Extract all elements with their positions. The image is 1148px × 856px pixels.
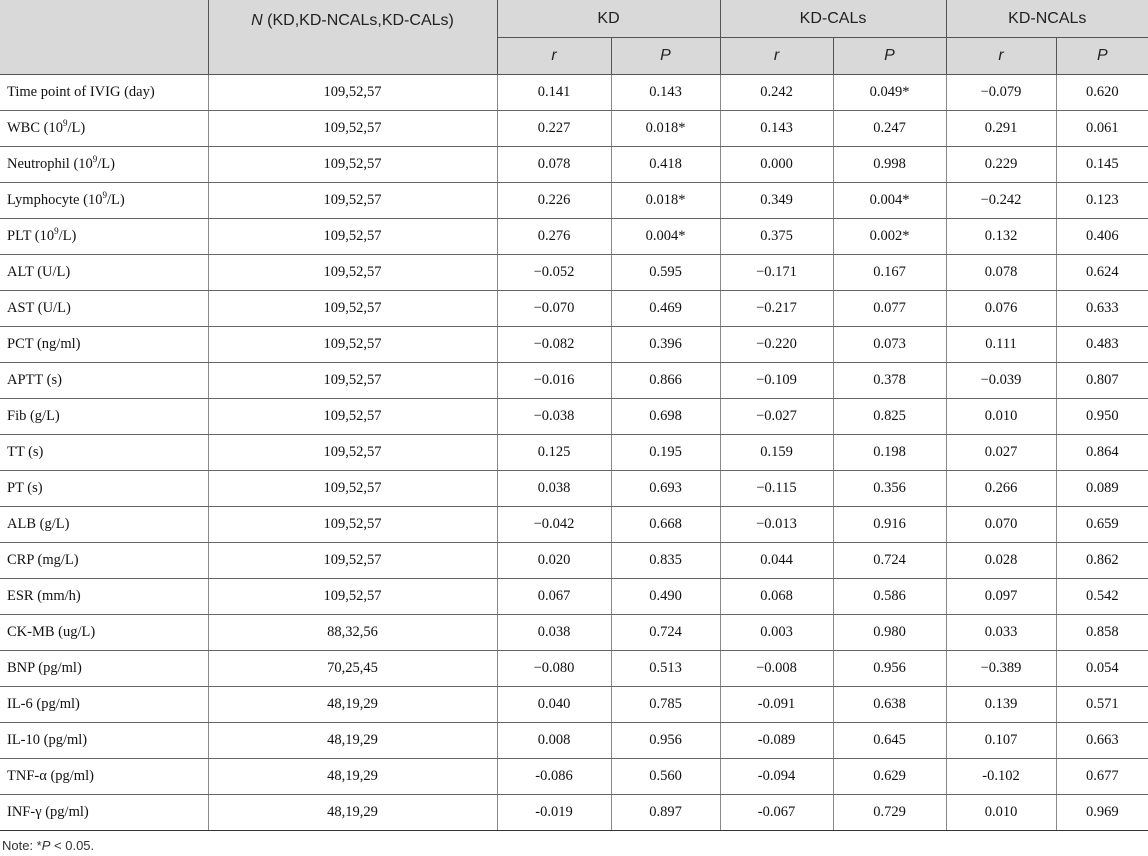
variable-label: APTT (s) [7, 372, 62, 388]
kd-cals-r-cell: 0.349 [720, 183, 833, 219]
kd-cals-r-cell: 0.003 [720, 615, 833, 651]
variable-label: IL-6 (pg/ml) [7, 696, 80, 712]
kd-ncals-r-cell: 0.070 [946, 507, 1056, 543]
kd-cals-r-cell: −0.171 [720, 255, 833, 291]
kd-cals-p-cell: 0.247 [833, 111, 946, 147]
kd-ncals-p-cell: 0.483 [1056, 327, 1148, 363]
kd-r-cell: 0.125 [497, 435, 611, 471]
variable-label: Lymphocyte (10 [7, 192, 103, 208]
kd-cals-p-cell: 0.724 [833, 543, 946, 579]
variable-label: Fib (g/L) [7, 408, 60, 424]
kd-cals-p-cell: 0.638 [833, 687, 946, 723]
variable-cell [0, 111, 208, 147]
note-suffix: < 0.05. [50, 838, 95, 853]
kd-cals-p-cell: 0.645 [833, 723, 946, 759]
kd-ncals-p-cell: 0.123 [1056, 183, 1148, 219]
kd-p-cell: 0.195 [611, 435, 720, 471]
kd-cals-p-cell: 0.004* [833, 183, 946, 219]
n-cell: 109,52,57 [208, 507, 497, 543]
kd-cals-r-cell: −0.217 [720, 291, 833, 327]
n-cell: 109,52,57 [208, 183, 497, 219]
variable-label: CRP (mg/L) [7, 552, 79, 568]
variable-label: AST (U/L) [7, 300, 71, 316]
kd-ncals-p-cell: 0.571 [1056, 687, 1148, 723]
kd-p-cell: 0.469 [611, 291, 720, 327]
variable-cell [0, 399, 208, 435]
variable-cell [0, 651, 208, 687]
kd-ncals-r-cell: 0.033 [946, 615, 1056, 651]
kd-ncals-p-cell: 0.406 [1056, 219, 1148, 255]
variable-cell [0, 471, 208, 507]
kd-r-cell: 0.067 [497, 579, 611, 615]
kd-ncals-p-cell: 0.145 [1056, 147, 1148, 183]
kd-ncals-r-cell: 0.010 [946, 399, 1056, 435]
kd-r-cell: 0.227 [497, 111, 611, 147]
kd-ncals-r-header: r [946, 38, 1056, 75]
kd-r-cell: 0.038 [497, 471, 611, 507]
group-header-kd: KD [497, 0, 720, 38]
kd-cals-r-cell: -0.091 [720, 687, 833, 723]
kd-r-cell: -0.086 [497, 759, 611, 795]
table-row [0, 183, 1148, 219]
kd-cals-r-cell: −0.220 [720, 327, 833, 363]
variable-cell [0, 291, 208, 327]
kd-cals-r-cell: −0.013 [720, 507, 833, 543]
kd-ncals-r-cell: 0.078 [946, 255, 1056, 291]
n-cell: 109,52,57 [208, 75, 497, 111]
kd-p-cell: 0.560 [611, 759, 720, 795]
kd-p-cell: 0.396 [611, 327, 720, 363]
n-cell: 109,52,57 [208, 111, 497, 147]
kd-r-cell: 0.276 [497, 219, 611, 255]
kd-p-header: P [611, 38, 720, 75]
n-cell: 109,52,57 [208, 579, 497, 615]
group-header-kd-ncals: KD-NCALs [946, 0, 1148, 38]
variable-cell [0, 795, 208, 831]
variable-cell [0, 75, 208, 111]
variable-label: BNP (pg/ml) [7, 660, 82, 676]
kd-cals-r-cell: 0.159 [720, 435, 833, 471]
variable-label: PT (s) [7, 480, 43, 496]
kd-ncals-p-cell: 0.624 [1056, 255, 1148, 291]
kd-ncals-r-cell: −0.039 [946, 363, 1056, 399]
kd-r-cell: 0.020 [497, 543, 611, 579]
kd-ncals-r-cell: 0.132 [946, 219, 1056, 255]
kd-ncals-p-cell: 0.089 [1056, 471, 1148, 507]
kd-p-cell: 0.724 [611, 615, 720, 651]
n-cell: 109,52,57 [208, 435, 497, 471]
kd-p-cell: 0.693 [611, 471, 720, 507]
kd-ncals-r-cell: 0.291 [946, 111, 1056, 147]
kd-p-cell: 0.956 [611, 723, 720, 759]
n-cell: 48,19,29 [208, 759, 497, 795]
variable-label: PCT (ng/ml) [7, 336, 81, 352]
kd-p-cell: 0.490 [611, 579, 720, 615]
variable-cell [0, 543, 208, 579]
kd-ncals-r-cell: −0.242 [946, 183, 1056, 219]
n-cell: 109,52,57 [208, 147, 497, 183]
n-cell: 109,52,57 [208, 255, 497, 291]
n-header-italic: N [251, 12, 263, 29]
n-cell: 109,52,57 [208, 543, 497, 579]
kd-p-cell: 0.897 [611, 795, 720, 831]
variable-unit-suffix: /L) [58, 228, 77, 244]
kd-cals-p-cell: 0.073 [833, 327, 946, 363]
variable-unit-exponent: 9 [62, 118, 68, 129]
table-row [0, 579, 1148, 615]
variable-label: INF-γ (pg/ml) [7, 804, 89, 820]
n-cell: 109,52,57 [208, 399, 497, 435]
variable-label: TNF-α (pg/ml) [7, 768, 94, 784]
variable-cell [0, 507, 208, 543]
kd-cals-r-cell: 0.000 [720, 147, 833, 183]
kd-ncals-p-cell: 0.807 [1056, 363, 1148, 399]
n-cell: 70,25,45 [208, 651, 497, 687]
kd-cals-p-cell: 0.167 [833, 255, 946, 291]
variable-label: CK-MB (ug/L) [7, 624, 96, 640]
variable-label: WBC (10 [7, 120, 63, 136]
kd-ncals-r-cell: 0.010 [946, 795, 1056, 831]
table-row [0, 435, 1148, 471]
kd-p-cell: 0.668 [611, 507, 720, 543]
variable-cell [0, 255, 208, 291]
kd-cals-r-cell: 0.068 [720, 579, 833, 615]
table-row [0, 687, 1148, 723]
variable-cell [0, 183, 208, 219]
kd-cals-p-cell: 0.049* [833, 75, 946, 111]
kd-ncals-p-cell: 0.950 [1056, 399, 1148, 435]
table-row [0, 759, 1148, 795]
n-cell: 48,19,29 [208, 687, 497, 723]
kd-r-cell: −0.016 [497, 363, 611, 399]
table-row [0, 255, 1148, 291]
variable-unit-suffix: /L) [106, 192, 125, 208]
kd-cals-p-cell: 0.956 [833, 651, 946, 687]
variable-cell [0, 759, 208, 795]
kd-r-cell: 0.008 [497, 723, 611, 759]
kd-cals-p-cell: 0.729 [833, 795, 946, 831]
kd-cals-r-cell: −0.027 [720, 399, 833, 435]
kd-p-cell: 0.018* [611, 111, 720, 147]
table-row [0, 291, 1148, 327]
variable-cell [0, 579, 208, 615]
variable-unit-exponent: 9 [102, 190, 107, 201]
n-cell: 109,52,57 [208, 327, 497, 363]
table-body [0, 75, 1148, 831]
kd-cals-p-cell: 0.629 [833, 759, 946, 795]
n-cell: 48,19,29 [208, 795, 497, 831]
kd-cals-p-cell: 0.916 [833, 507, 946, 543]
kd-cals-r-cell: −0.115 [720, 471, 833, 507]
kd-ncals-p-cell: 0.969 [1056, 795, 1148, 831]
kd-ncals-p-cell: 0.659 [1056, 507, 1148, 543]
kd-r-cell: 0.141 [497, 75, 611, 111]
kd-cals-p-cell: 0.980 [833, 615, 946, 651]
variable-unit-exponent: 9 [54, 226, 59, 237]
kd-r-cell: −0.052 [497, 255, 611, 291]
kd-ncals-p-header: P [1056, 38, 1148, 75]
kd-cals-r-cell: 0.143 [720, 111, 833, 147]
variable-label: ALB (g/L) [7, 516, 70, 532]
variable-label: ESR (mm/h) [7, 588, 81, 604]
kd-ncals-r-cell: 0.076 [946, 291, 1056, 327]
table-header [0, 0, 1148, 75]
n-cell: 109,52,57 [208, 219, 497, 255]
kd-ncals-r-cell: 0.028 [946, 543, 1056, 579]
kd-ncals-p-cell: 0.862 [1056, 543, 1148, 579]
kd-ncals-r-cell: −0.389 [946, 651, 1056, 687]
kd-cals-p-cell: 0.356 [833, 471, 946, 507]
kd-cals-p-cell: 0.586 [833, 579, 946, 615]
kd-cals-r-cell: 0.375 [720, 219, 833, 255]
kd-p-cell: 0.004* [611, 219, 720, 255]
note-prefix: Note: * [2, 838, 42, 853]
kd-ncals-p-cell: 0.663 [1056, 723, 1148, 759]
variable-label: TT (s) [7, 444, 44, 460]
kd-r-cell: 0.226 [497, 183, 611, 219]
variable-unit-suffix: /L) [97, 156, 115, 172]
n-header [208, 0, 497, 75]
kd-ncals-r-cell: 0.111 [946, 327, 1056, 363]
kd-r-cell: −0.082 [497, 327, 611, 363]
kd-cals-r-cell: −0.109 [720, 363, 833, 399]
n-cell: 109,52,57 [208, 363, 497, 399]
kd-ncals-r-cell: -0.102 [946, 759, 1056, 795]
kd-ncals-r-cell: 0.229 [946, 147, 1056, 183]
kd-cals-r-header: r [720, 38, 833, 75]
table-row [0, 111, 1148, 147]
kd-r-cell: 0.040 [497, 687, 611, 723]
kd-p-cell: 0.018* [611, 183, 720, 219]
table-row [0, 327, 1148, 363]
variable-header-cell [0, 0, 208, 75]
kd-p-cell: 0.866 [611, 363, 720, 399]
table-row [0, 723, 1148, 759]
variable-unit-suffix: /L) [67, 120, 86, 136]
kd-ncals-r-cell: 0.139 [946, 687, 1056, 723]
variable-cell [0, 147, 208, 183]
variable-cell [0, 687, 208, 723]
kd-ncals-p-cell: 0.061 [1056, 111, 1148, 147]
note-p: P [41, 838, 51, 853]
kd-cals-r-cell: 0.242 [720, 75, 833, 111]
kd-p-cell: 0.513 [611, 651, 720, 687]
variable-label: IL-10 (pg/ml) [7, 732, 88, 748]
kd-r-cell: −0.042 [497, 507, 611, 543]
kd-p-cell: 0.785 [611, 687, 720, 723]
table-row [0, 363, 1148, 399]
kd-cals-p-cell: 0.077 [833, 291, 946, 327]
variable-cell [0, 615, 208, 651]
n-cell: 48,19,29 [208, 723, 497, 759]
kd-p-cell: 0.143 [611, 75, 720, 111]
kd-cals-p-cell: 0.198 [833, 435, 946, 471]
kd-r-cell: 0.078 [497, 147, 611, 183]
kd-p-cell: 0.698 [611, 399, 720, 435]
kd-ncals-p-cell: 0.633 [1056, 291, 1148, 327]
table-row [0, 147, 1148, 183]
kd-cals-r-cell: -0.094 [720, 759, 833, 795]
kd-cals-p-cell: 0.825 [833, 399, 946, 435]
kd-ncals-r-cell: 0.107 [946, 723, 1056, 759]
variable-label: Time point of IVIG (day) [7, 84, 155, 100]
variable-label: PLT (10 [7, 228, 55, 244]
kd-ncals-p-cell: 0.542 [1056, 579, 1148, 615]
variable-cell [0, 219, 208, 255]
table-note [2, 838, 94, 853]
kd-ncals-p-cell: 0.677 [1056, 759, 1148, 795]
kd-r-cell: −0.038 [497, 399, 611, 435]
table-row [0, 651, 1148, 687]
kd-ncals-r-cell: −0.079 [946, 75, 1056, 111]
kd-p-cell: 0.835 [611, 543, 720, 579]
n-cell: 109,52,57 [208, 291, 497, 327]
kd-ncals-r-cell: 0.027 [946, 435, 1056, 471]
n-header-text: (KD,KD-NCALs,KD-CALs) [262, 12, 454, 29]
kd-ncals-p-cell: 0.054 [1056, 651, 1148, 687]
variable-cell [0, 327, 208, 363]
kd-cals-r-cell: -0.067 [720, 795, 833, 831]
variable-unit-exponent: 9 [92, 154, 98, 165]
table-row [0, 543, 1148, 579]
kd-ncals-p-cell: 0.858 [1056, 615, 1148, 651]
table-row [0, 507, 1148, 543]
table-row [0, 219, 1148, 255]
kd-r-cell: −0.070 [497, 291, 611, 327]
kd-ncals-p-cell: 0.620 [1056, 75, 1148, 111]
variable-label: ALT (U/L) [7, 264, 71, 280]
kd-ncals-r-cell: 0.097 [946, 579, 1056, 615]
kd-r-cell: −0.080 [497, 651, 611, 687]
table-row [0, 75, 1148, 111]
table-row [0, 795, 1148, 831]
variable-label: Neutrophil (10 [7, 156, 93, 172]
n-cell: 88,32,56 [208, 615, 497, 651]
table-row [0, 399, 1148, 435]
kd-ncals-r-cell: 0.266 [946, 471, 1056, 507]
kd-p-cell: 0.595 [611, 255, 720, 291]
n-cell: 109,52,57 [208, 471, 497, 507]
kd-r-cell: 0.038 [497, 615, 611, 651]
kd-r-cell: -0.019 [497, 795, 611, 831]
kd-cals-r-cell: −0.008 [720, 651, 833, 687]
table-row [0, 471, 1148, 507]
kd-cals-p-cell: 0.002* [833, 219, 946, 255]
kd-r-header: r [497, 38, 611, 75]
kd-cals-p-header: P [833, 38, 946, 75]
variable-cell [0, 723, 208, 759]
group-header-kd-cals: KD-CALs [720, 0, 946, 38]
kd-ncals-p-cell: 0.864 [1056, 435, 1148, 471]
variable-cell [0, 435, 208, 471]
kd-cals-p-cell: 0.998 [833, 147, 946, 183]
kd-cals-p-cell: 0.378 [833, 363, 946, 399]
kd-cals-r-cell: -0.089 [720, 723, 833, 759]
kd-cals-r-cell: 0.044 [720, 543, 833, 579]
variable-cell [0, 363, 208, 399]
table-row [0, 615, 1148, 651]
kd-p-cell: 0.418 [611, 147, 720, 183]
